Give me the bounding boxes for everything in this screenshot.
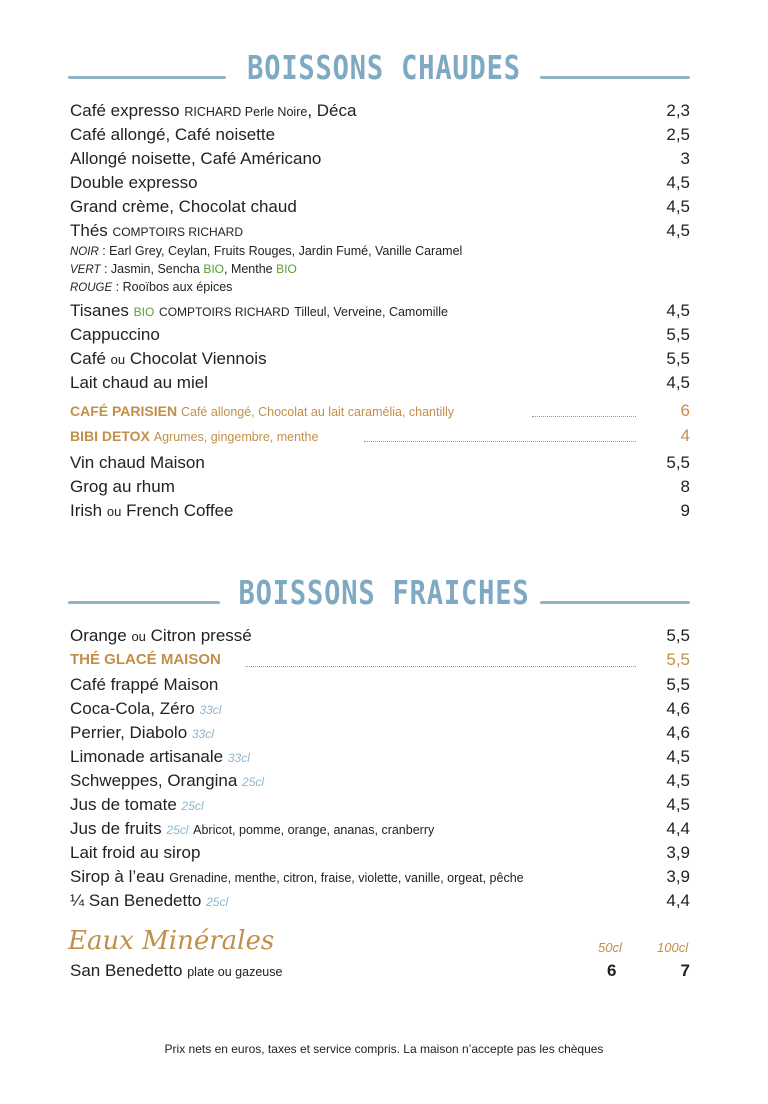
item-price: 2,5	[666, 125, 690, 144]
special-item	[70, 399, 690, 423]
water-price-50cl: 6	[607, 961, 617, 980]
item-name-2: Citron pressé	[150, 626, 252, 645]
tea-list: : Jasmin, Sencha	[103, 262, 200, 276]
item-volume: 33cl	[227, 751, 250, 765]
item-volume: 25cl	[181, 799, 204, 813]
dotted-leader	[364, 441, 636, 442]
menu-item	[70, 745, 690, 769]
menu-item	[70, 673, 690, 697]
item-name: Thés	[70, 221, 108, 240]
footer-note: Prix nets en euros, taxes et service compris. La maison n’accepte pas les chèques	[164, 1042, 604, 1056]
section-title-cold: BOISSONS FRAICHES	[238, 573, 530, 612]
menu-item	[70, 347, 690, 371]
tea-list: : Rooïbos aux épices	[115, 280, 233, 294]
tea-label: VERT	[70, 264, 101, 276]
menu-item	[70, 323, 690, 347]
item-price: 3,9	[666, 867, 690, 886]
item-name: Grand crème, Chocolat chaud	[70, 197, 297, 216]
item-name: Lait chaud au miel	[70, 373, 208, 392]
bio-badge: BIO	[276, 262, 297, 276]
item-price: 4,5	[666, 301, 690, 320]
item-name: Perrier, Diabolo	[70, 723, 188, 742]
item-name: Limonade artisanale	[70, 747, 224, 766]
tea-list: , Menthe	[224, 262, 273, 276]
item-or: ou	[110, 352, 126, 367]
item-price: 5,5	[666, 675, 690, 694]
menu-item	[70, 817, 690, 841]
item-price: 8	[680, 477, 690, 496]
title-rule-right	[540, 76, 690, 79]
item-volume: 33cl	[191, 727, 214, 741]
item-price: 4,4	[666, 819, 690, 838]
item-price: 5,5	[666, 650, 690, 669]
dotted-leader	[532, 416, 636, 417]
water-col-50cl: 50cl	[598, 940, 622, 955]
menu-item	[70, 865, 690, 889]
item-price: 5,5	[666, 349, 690, 368]
tea-list: : Earl Grey, Ceylan, Fruits Rouges, Jardin Fumé, Vanille Caramel	[102, 244, 463, 258]
tea-line-noir	[70, 242, 462, 261]
bio-badge: BIO	[203, 262, 224, 276]
item-or: ou	[106, 504, 122, 519]
item-name: Allongé noisette, Café Américano	[70, 149, 322, 168]
menu-item	[70, 624, 690, 648]
item-name: Café expresso	[70, 101, 180, 120]
item-name-2: Déca	[316, 101, 357, 120]
item-desc: Tilleul, Verveine, Camomille	[294, 305, 448, 319]
item-price: 4,5	[666, 221, 690, 240]
water-price-100cl: 7	[680, 961, 690, 980]
dotted-leader	[245, 666, 636, 667]
item-price: 4,5	[666, 747, 690, 766]
menu-item	[70, 123, 690, 147]
section-title-hot: BOISSONS CHAUDES	[247, 48, 521, 87]
item-brand: COMPTOIRS RICHARD	[159, 305, 290, 319]
item-price: 4,6	[666, 723, 690, 742]
item-name: Cappuccino	[70, 325, 160, 344]
menu-item	[70, 959, 690, 983]
item-price: 4,4	[666, 891, 690, 910]
item-desc: Abricot, pomme, orange, ananas, cranberry	[193, 823, 435, 837]
item-name: Café allongé, Café noisette	[70, 125, 276, 144]
item-price: 3	[680, 149, 690, 168]
title-rule-right	[540, 601, 690, 604]
bio-badge: BIO	[133, 305, 155, 319]
special-desc: Agrumes, gingembre, menthe	[153, 430, 319, 444]
item-price: 4	[680, 426, 690, 445]
item-price: 5,5	[666, 626, 690, 645]
item-name: Café	[70, 349, 106, 368]
special-desc: Café allongé, Chocolat au lait caramélia, chantilly	[180, 405, 455, 419]
item-name-2: French Coffee	[126, 501, 234, 520]
item-brand: COMPTOIRS RICHARD	[112, 225, 243, 239]
tea-line-vert	[70, 260, 297, 279]
tea-label: ROUGE	[70, 282, 113, 294]
item-volume: 33cl	[199, 703, 222, 717]
item-price: 3,9	[666, 843, 690, 862]
item-name: Coca-Cola, Zéro	[70, 699, 195, 718]
item-volume: 25cl	[242, 775, 265, 789]
item-name: Vin chaud Maison	[70, 453, 205, 472]
item-price: 2,3	[666, 101, 690, 120]
item-name: Orange	[70, 626, 127, 645]
item-brand: RICHARD Perle Noire	[184, 105, 308, 119]
menu-item	[70, 99, 690, 123]
item-sep: ,	[307, 101, 317, 120]
item-name: Grog au rhum	[70, 477, 175, 496]
special-name: CAFÉ PARISIEN	[70, 403, 178, 419]
item-price: 4,5	[666, 373, 690, 392]
special-name: THÉ GLACÉ MAISON	[70, 651, 221, 668]
menu-item	[70, 219, 690, 243]
item-price: 4,6	[666, 699, 690, 718]
menu-item	[70, 171, 690, 195]
item-name-2: Chocolat Viennois	[129, 349, 267, 368]
item-name: Jus de tomate	[70, 795, 177, 814]
menu-item	[70, 299, 690, 323]
special-item	[70, 424, 690, 448]
item-price: 9	[680, 501, 690, 520]
menu-item	[70, 697, 690, 721]
menu-item	[70, 889, 690, 913]
item-name: Lait froid au sirop	[70, 843, 201, 862]
item-name: Double expresso	[70, 173, 198, 192]
menu-item	[70, 721, 690, 745]
item-price: 4,5	[666, 173, 690, 192]
item-desc: plate ou gazeuse	[187, 965, 283, 979]
item-price: 5,5	[666, 453, 690, 472]
water-col-100cl: 100cl	[657, 940, 689, 955]
item-name: Sirop à l’eau	[70, 867, 165, 886]
item-price: 4,5	[666, 771, 690, 790]
tea-label: NOIR	[70, 246, 99, 258]
menu-item	[70, 769, 690, 793]
menu-item	[70, 371, 690, 395]
item-name: Tisanes	[70, 301, 129, 320]
item-price: 5,5	[666, 325, 690, 344]
item-name: ¼ San Benedetto	[70, 891, 202, 910]
item-desc: Grenadine, menthe, citron, fraise, violette, vanille, orgeat, pêche	[169, 871, 524, 885]
item-price: 4,5	[666, 795, 690, 814]
special-name: BIBI DETOX	[70, 428, 150, 444]
item-or: ou	[131, 629, 146, 644]
water-title: Eaux Minérales	[68, 926, 275, 956]
menu-item	[70, 451, 690, 475]
menu-item	[70, 147, 690, 171]
menu-item	[70, 195, 690, 219]
item-volume: 25cl	[166, 823, 189, 837]
item-name: Irish	[70, 501, 103, 520]
menu-item	[70, 841, 690, 865]
item-volume: 25cl	[206, 895, 229, 909]
menu-item	[70, 475, 690, 499]
item-name: Café frappé Maison	[70, 675, 219, 694]
item-name: Schweppes, Orangina	[70, 771, 238, 790]
item-price: 6	[680, 401, 690, 420]
special-item	[70, 648, 690, 672]
menu-item	[70, 499, 690, 523]
item-price: 4,5	[666, 197, 690, 216]
menu-item	[70, 793, 690, 817]
item-name: Jus de fruits	[70, 819, 162, 838]
tea-line-rouge	[70, 278, 232, 297]
item-name: San Benedetto	[70, 961, 183, 980]
